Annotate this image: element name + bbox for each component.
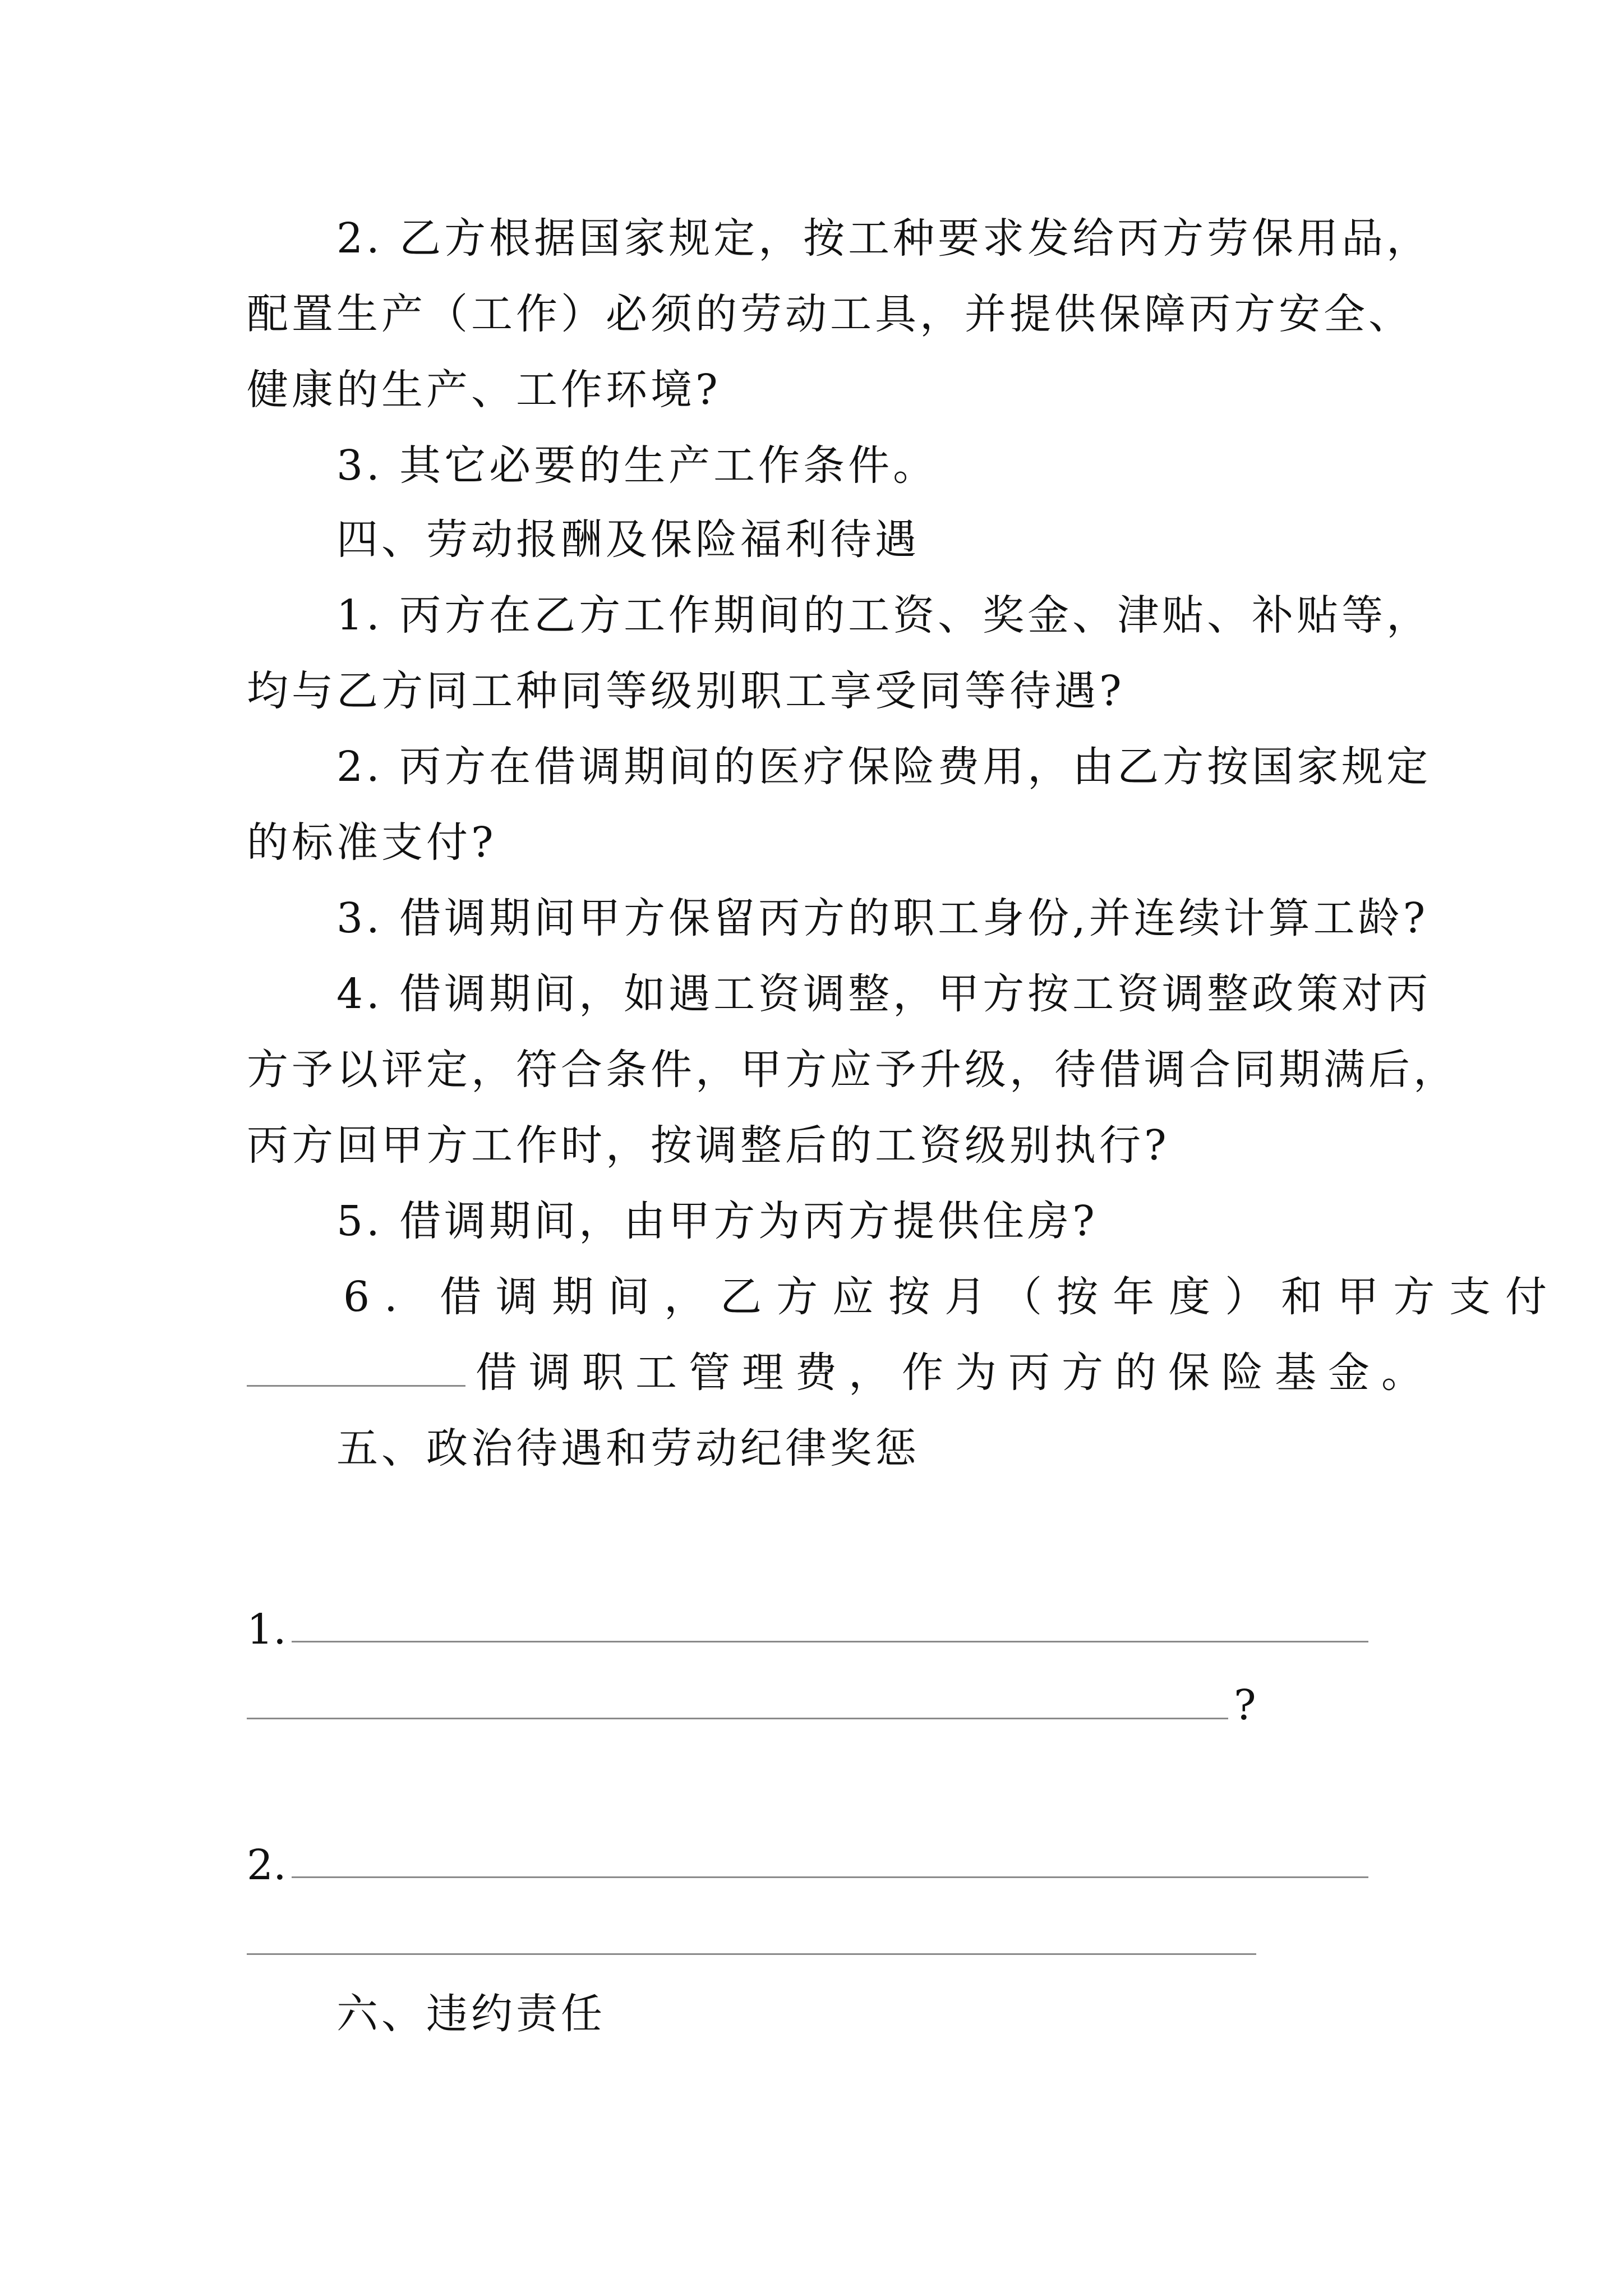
section-heading: 五、政治待遇和劳动纪律奖惩: [336, 1424, 920, 1473]
paragraph-line: 6. 借调期间，乙方应按月（按年度）和甲方支付: [343, 1273, 1562, 1321]
paragraph-line: 3. 其它必要的生产工作条件。: [336, 441, 938, 490]
fee-blank[interactable]: [247, 1346, 465, 1387]
paragraph-line: 的标准支付?: [247, 818, 497, 867]
paragraph-line: 方予以评定，符合条件，甲方应予升级，待借调合同期满后，: [247, 1046, 1458, 1094]
fill-blank-line[interactable]: [247, 1953, 1256, 1955]
paragraph-line: 2. 丙方在借调期间的医疗保险费用，由乙方按国家规定: [336, 743, 1432, 791]
fee-text: 借调职工管理费，作为丙方的保险基金。: [476, 1349, 1435, 1397]
paragraph-line: 4. 借调期间，如遇工资调整，甲方按工资调整政策对丙: [336, 970, 1432, 1018]
paragraph-line: 5. 借调期间，由甲方为丙方提供住房?: [336, 1197, 1098, 1245]
question-mark: ?: [1234, 1681, 1256, 1729]
fill-blank-line[interactable]: [292, 1876, 1368, 1878]
paragraph-line: 2. 乙方根据国家规定，按工种要求发给丙方劳保用品，: [336, 214, 1432, 263]
paragraph-line: 健康的生产、工作环境?: [247, 366, 721, 414]
paragraph-line: 3. 借调期间甲方保留丙方的职工身份,并连续计算工龄?: [336, 894, 1429, 942]
paragraph-line: 丙方回甲方工作时，按调整后的工资级别执行?: [247, 1121, 1170, 1170]
section-heading: 六、违约责任: [336, 1990, 606, 2038]
fill-blank-line[interactable]: [247, 1718, 1228, 1719]
fill-blank-line[interactable]: [292, 1641, 1368, 1642]
paragraph-line: 1. 丙方在乙方工作期间的工资、奖金、津贴、补贴等，: [336, 591, 1432, 639]
paragraph-line: 配置生产（工作）必须的劳动工具，并提供保障丙方安全、: [247, 290, 1413, 338]
paragraph-line: 均与乙方同工种同等级别职工享受同等待遇?: [247, 667, 1125, 715]
item-number: 2.: [247, 1841, 287, 1889]
fee-line: [247, 1345, 1435, 1401]
item-number: 1.: [247, 1605, 287, 1654]
section-heading: 四、劳动报酬及保险福利待遇: [336, 516, 920, 564]
